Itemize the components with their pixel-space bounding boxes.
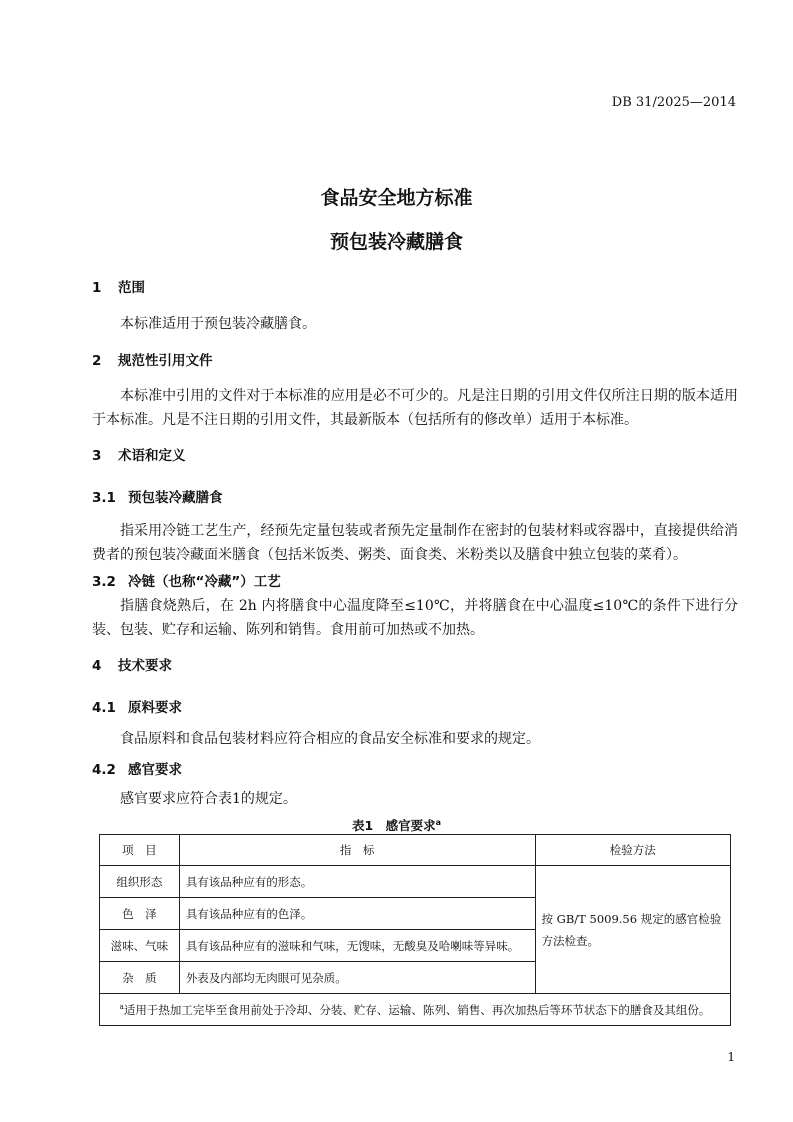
section-number: 1: [92, 280, 102, 296]
section-2-heading: [92, 349, 213, 369]
header-indicator: 指 标: [179, 835, 535, 866]
header-method: 检验方法: [535, 835, 730, 866]
row-indicator: 外表及内部均无肉眼可见杂质。: [179, 962, 535, 994]
table-caption: [0, 816, 793, 834]
row-indicator: 具有该品种应有的滋味和气味，无馊味，无酸臭及哈喇味等异味。: [179, 930, 535, 962]
section-3-2-text: 指膳食烧熟后，在 2h 内将膳食中心温度降至≤10℃，并将膳食在中心温度≤10℃的条件下进行分装、包装、贮存和运输、陈列和销售。食用前可加热或不加热。: [92, 598, 738, 638]
section-4-1-heading: [92, 696, 182, 716]
table-footnote-row: [100, 994, 731, 1026]
section-title: 预包装冷藏膳食: [128, 490, 223, 506]
table-caption-text: 表1 感官要求: [351, 818, 436, 833]
section-number: 4.2: [92, 762, 116, 778]
footnote-text: 适用于热加工完毕至食用前处于冷却、分装、贮存、运输、陈列、销售、再次加热后等环节状态下的膳食及其组份。: [123, 1002, 711, 1017]
section-1-text: 本标准适用于预包装冷藏膳食。: [120, 316, 316, 332]
table-caption-mark: a: [435, 817, 442, 827]
row-indicator: 具有该品种应有的形态。: [179, 866, 535, 898]
row-indicator: 具有该品种应有的色泽。: [179, 898, 535, 930]
row-item: 滋味、气味: [100, 930, 180, 962]
page-number: 1: [727, 1050, 735, 1064]
section-3-1-text: 指采用冷链工艺生产，经预先定量包装或者预先定量制作在密封的包装材料或容器中，直接提供给消费者的预包装冷藏面米膳食（包括米饭类、粥类、面食类、米粉类以及膳食中独立包装的菜肴）。: [92, 523, 738, 563]
standard-title: 食品安全地方标准: [320, 187, 473, 209]
section-3-1-heading: [92, 486, 223, 506]
table-row: [100, 866, 731, 898]
standard-subtitle: 预包装冷藏膳食: [329, 231, 463, 253]
section-1-heading: [92, 276, 145, 296]
section-number: 2: [92, 353, 102, 369]
section-number: 3.2: [92, 574, 116, 590]
section-title: 术语和定义: [118, 448, 186, 464]
section-title: 技术要求: [118, 658, 172, 674]
table-header-row: [100, 835, 731, 866]
section-3-heading: [92, 444, 186, 464]
footnote-mark: a: [119, 1002, 124, 1011]
section-number: 4: [92, 658, 102, 674]
row-item: 色 泽: [100, 898, 180, 930]
section-number: 3.1: [92, 490, 116, 506]
row-item: 组织形态: [100, 866, 180, 898]
section-3-2-heading: [92, 570, 281, 590]
sensory-requirements-table: [99, 834, 731, 1026]
header-item: 项 目: [100, 835, 180, 866]
section-title: 感官要求: [128, 762, 182, 778]
inspection-method: 按 GB/T 5009.56 规定的感官检验方法检查。: [535, 866, 730, 994]
section-2-text: 本标准中引用的文件对于本标准的应用是必不可少的。凡是注日期的引用文件仅所注日期的版本适用于本标准。凡是不注日期的引用文件，其最新版本（包括所有的修改单）适用于本标准。: [92, 388, 738, 428]
section-4-1-text: 食品原料和食品包装材料应符合相应的食品安全标准和要求的规定。: [120, 731, 540, 747]
document-number: DB 31/2025—2014: [611, 95, 736, 110]
section-4-2-text: 感官要求应符合表1的规定。: [120, 791, 297, 807]
section-title: 原料要求: [128, 700, 182, 716]
section-title: 冷链（也称“冷藏”）工艺: [128, 574, 281, 590]
section-4-heading: [92, 654, 172, 674]
section-title: 范围: [118, 280, 145, 296]
section-title: 规范性引用文件: [118, 353, 213, 369]
section-number: 4.1: [92, 700, 116, 716]
section-4-2-heading: [92, 758, 182, 778]
section-number: 3: [92, 448, 102, 464]
table-footnote: [100, 994, 731, 1026]
row-item: 杂 质: [100, 962, 180, 994]
